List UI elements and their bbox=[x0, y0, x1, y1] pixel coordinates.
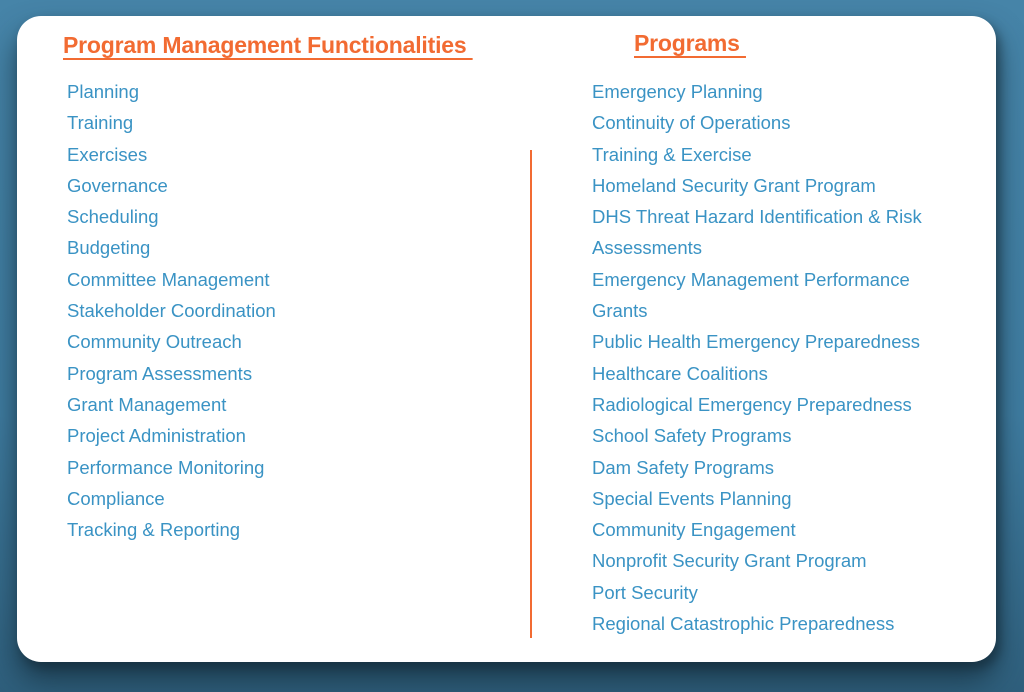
functionality-item: Program Assessments bbox=[67, 362, 253, 384]
functionality-item: Stakeholder Coordination bbox=[67, 300, 276, 322]
functionalities-list bbox=[67, 76, 276, 545]
functionality-item: Performance Monitoring bbox=[67, 456, 265, 478]
program-item: Training & Exercise bbox=[592, 143, 752, 165]
functionalities-heading: Program Management Functionalities bbox=[63, 32, 473, 58]
program-item: Special Events Planning bbox=[592, 487, 792, 509]
program-item: DHS Threat Hazard Identification & Risk bbox=[592, 206, 922, 228]
functionality-item: Project Administration bbox=[67, 425, 246, 447]
program-item: Port Security bbox=[592, 581, 698, 603]
program-item: Radiological Emergency Preparedness bbox=[592, 393, 912, 415]
program-item: Emergency Planning bbox=[592, 81, 763, 102]
functionality-item: Budgeting bbox=[67, 237, 151, 259]
program-item: Community Engagement bbox=[592, 519, 796, 541]
functionality-item: Committee Management bbox=[67, 268, 270, 290]
program-item: Continuity of Operations bbox=[592, 112, 791, 134]
functionality-item: Tracking & Reporting bbox=[67, 519, 241, 541]
functionality-item: Compliance bbox=[67, 487, 165, 509]
program-item: Assessments bbox=[592, 237, 703, 259]
programs-list bbox=[592, 76, 922, 639]
functionality-item: Community Outreach bbox=[67, 331, 242, 353]
program-item: Nonprofit Security Grant Program bbox=[592, 550, 867, 572]
program-item: Homeland Security Grant Program bbox=[592, 174, 876, 196]
functionality-item: Training bbox=[67, 112, 134, 134]
content-card bbox=[17, 16, 996, 662]
functionality-item: Planning bbox=[67, 81, 140, 102]
programs-heading: Programs bbox=[634, 30, 746, 56]
program-item: Dam Safety Programs bbox=[592, 456, 774, 478]
program-item: Emergency Management Performance bbox=[592, 268, 910, 290]
program-item: Healthcare Coalitions bbox=[592, 362, 768, 384]
program-item: School Safety Programs bbox=[592, 425, 792, 447]
column-divider bbox=[530, 150, 532, 638]
program-item: Grants bbox=[592, 300, 648, 322]
functionality-item: Governance bbox=[67, 174, 168, 196]
program-item: Regional Catastrophic Preparedness bbox=[592, 613, 895, 635]
functionality-item: Scheduling bbox=[67, 206, 159, 228]
functionality-item: Exercises bbox=[67, 143, 148, 165]
program-item: Public Health Emergency Preparedness bbox=[592, 331, 921, 353]
functionality-item: Grant Management bbox=[67, 393, 227, 415]
